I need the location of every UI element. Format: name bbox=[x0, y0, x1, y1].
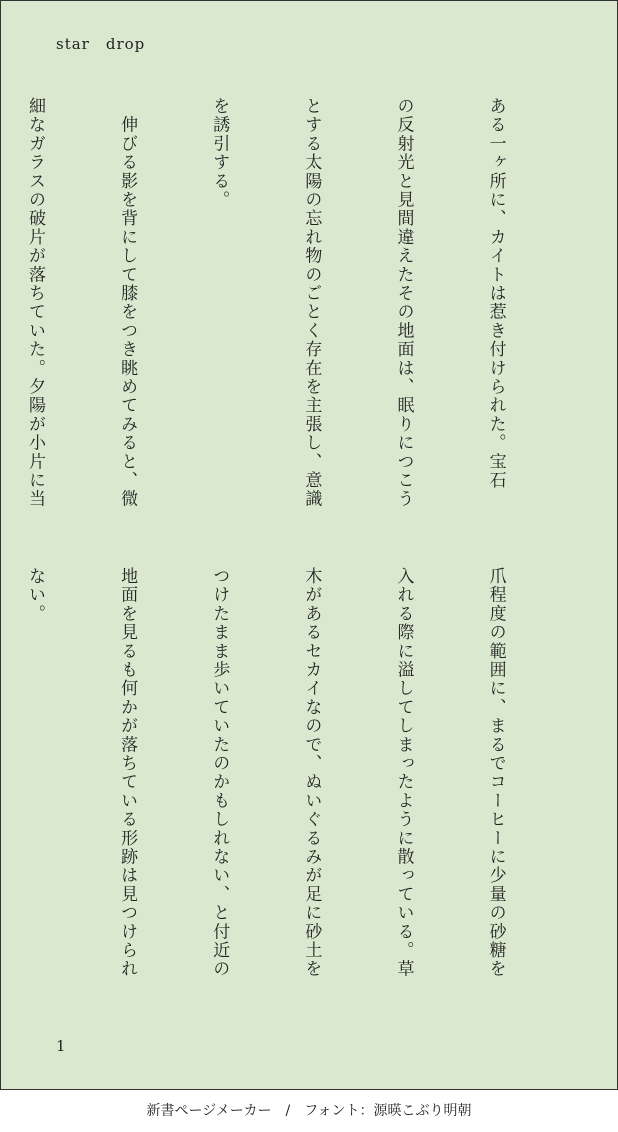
text-column: ある一ヶ所に、カイトは惹き付けられた。宝石 bbox=[485, 97, 506, 490]
text-column: 木があるセカイなので、ぬいぐるみが足に砂土を bbox=[301, 567, 322, 979]
text-column: 地面を見るも何かが落ちている形跡は見つけられ bbox=[117, 567, 138, 979]
text-column: ない。 bbox=[25, 567, 46, 624]
text-column: 爪程度の範囲に、まるでコーヒーに少量の砂糖を bbox=[485, 567, 506, 979]
text-column: 伸びる影を背にして膝をつき眺めてみると、微 bbox=[117, 97, 138, 509]
text-column: 細なガラスの破片が落ちていた。夕陽が小片に当 bbox=[25, 97, 46, 509]
page-header-title: star drop bbox=[56, 35, 146, 53]
text-column: とする太陽の忘れ物のごとく存在を主張し、意識 bbox=[301, 97, 322, 509]
text-column: の反射光と見間違えたその地面は、眠りにつこう bbox=[393, 97, 414, 509]
text-column: つけたまま歩いていたのかもしれない、と付近の bbox=[209, 567, 230, 979]
text-block-upper bbox=[0, 97, 572, 542]
page-number: 1 bbox=[56, 1037, 66, 1055]
text-block-lower bbox=[0, 567, 572, 1012]
text-column: 入れる際に溢してしまったように散っている。草 bbox=[393, 567, 414, 979]
text-column: を誘引する。 bbox=[209, 97, 230, 210]
footer-credit: 新書ページメーカー / フォント：源暎こぶり明朝 bbox=[146, 1103, 472, 1119]
